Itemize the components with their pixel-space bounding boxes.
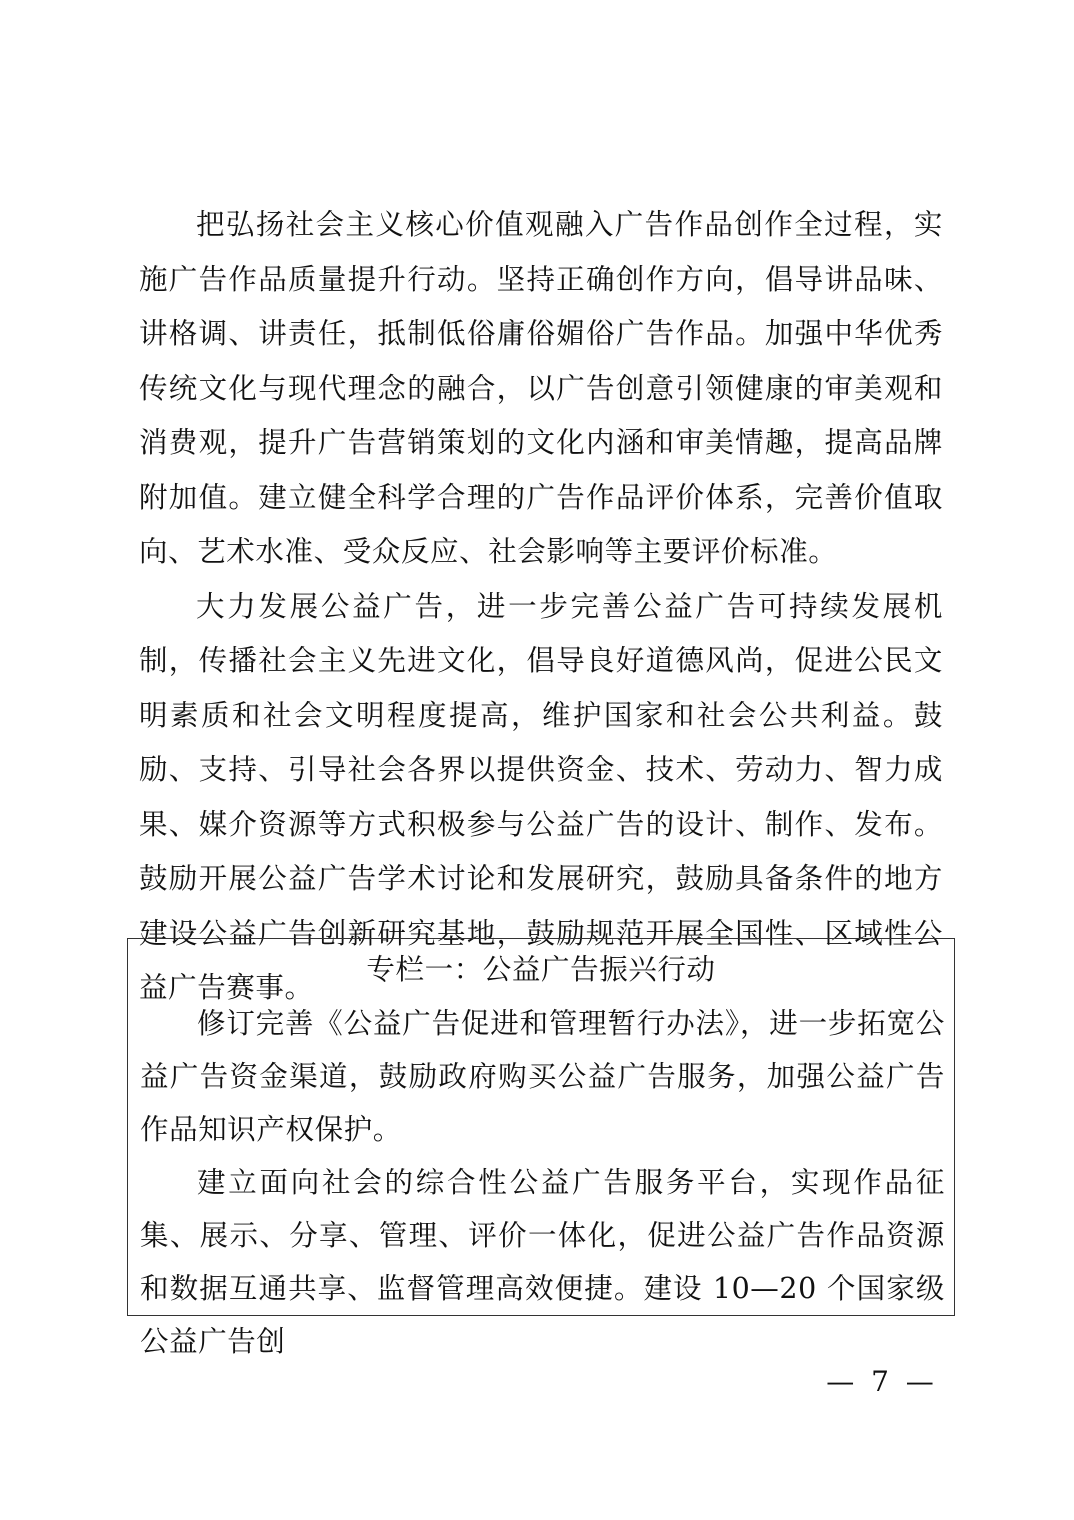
special-column-body: [128, 997, 954, 1368]
special-column-paragraph: 建立面向社会的综合性公益广告服务平台，实现作品征集、展示、分享、管理、评价一体化，促进公益广告作品资源和数据互通共享、监督管理高效便捷。建设 10—20 个国家级公益广告创: [140, 1166, 945, 1358]
page-number: — 7 —: [826, 1365, 938, 1398]
special-column-paragraph: 修订完善《公益广告促进和管理暂行办法》，进一步拓宽公益广告资金渠道，鼓励政府购买公益广告服务，加强公益广告作品知识产权保护。: [140, 1007, 945, 1146]
main-text: [139, 198, 943, 1016]
special-column-title: 专栏一：公益广告振兴行动: [366, 953, 716, 986]
special-column-box: [127, 938, 955, 1358]
body-paragraph: 大力发展公益广告，进一步完善公益广告可持续发展机制，传播社会主义先进文化，倡导良好道德风尚，促进公民文明素质和社会文明程度提高，维护国家和社会公共利益。鼓励、支持、引导社会各界以提供资金、技术、劳动力、智力成果、媒介资源等方式积极参与公益广告的设计、制作、发布。鼓励开展公益广告学术讨论和发展研究，鼓励具备条件的地方建设公益广告创新研究基地，鼓励规范开展全国性、区域性公益广告赛事。: [139, 589, 943, 1004]
body-paragraph: 把弘扬社会主义核心价值观融入广告作品创作全过程，实施广告作品质量提升行动。坚持正确创作方向，倡导讲品味、讲格调、讲责任，抵制低俗庸俗媚俗广告作品。加强中华优秀传统文化与现代理念的融合，以广告创意引领健康的审美观和消费观，提升广告营销策划的文化内涵和审美情趣，提高品牌附加值。建立健全科学合理的广告作品评价体系，完善价值取向、艺术水准、受众反应、社会影响等主要评价标准。: [139, 208, 943, 568]
